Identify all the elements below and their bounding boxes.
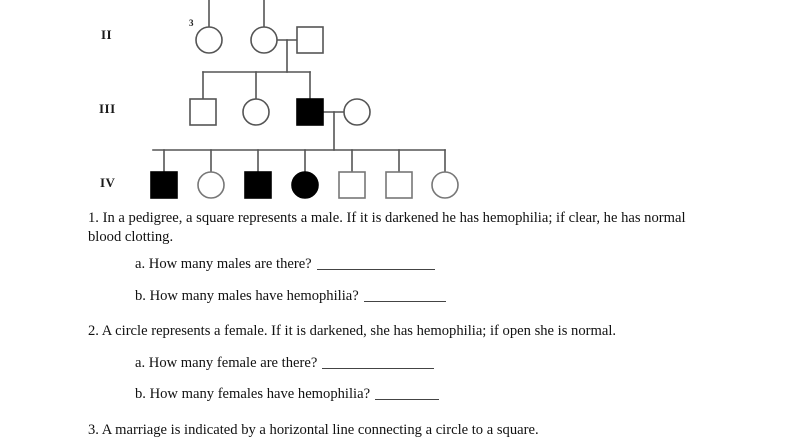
- generation-label-iv: IV: [100, 175, 116, 190]
- individual-iii-2-female-unaffected: [243, 99, 269, 125]
- question-2-stem: 2. A circle represents a female. If it is darkened, she has hemophilia; if open she is normal.: [88, 323, 617, 340]
- question-1a-answer-blank[interactable]: [317, 269, 435, 270]
- individual-iii-3-male-affected: [297, 99, 323, 125]
- individual-ii-2-female-unaffected: [251, 27, 277, 53]
- question-2a-answer-blank[interactable]: [322, 368, 434, 369]
- questions-section: [88, 209, 708, 439]
- individual-iv-4-female-affected: [292, 172, 318, 198]
- individual-iv-1-male-affected: [151, 172, 177, 198]
- question-1b: [88, 287, 708, 306]
- question-2b-answer-blank[interactable]: [375, 399, 439, 400]
- generation-label-iii: III: [99, 101, 116, 116]
- individual-iv-6-male-unaffected: [386, 172, 412, 198]
- question-1b-answer-blank[interactable]: [364, 301, 446, 302]
- pedigree-chart: [0, 0, 791, 208]
- individual-iv-3-male-affected: [245, 172, 271, 198]
- question-1b-text: b. How many males have hemophilia?: [135, 287, 359, 304]
- question-1a: [88, 255, 708, 274]
- individual-iv-2-female-unaffected: [198, 172, 224, 198]
- individual-iv-7-female-unaffected: [432, 172, 458, 198]
- question-2a-text: a. How many female are there?: [135, 354, 318, 371]
- individual-iii-4-female-unaffected: [344, 99, 370, 125]
- individual-ii-3-male-unaffected: [297, 27, 323, 53]
- question-2: [88, 322, 708, 404]
- question-1a-text: a. How many males are there?: [135, 256, 312, 273]
- individual-iv-5-male-unaffected: [339, 172, 365, 198]
- question-1-stem: 1. In a pedigree, a square represents a male. If it is darkened he has hemophilia; if clear, he has normal blood clotting.: [88, 210, 686, 245]
- question-1: [88, 209, 708, 305]
- individual-iii-1-male-unaffected: [190, 99, 216, 125]
- question-3: [88, 421, 708, 440]
- generation-ii-symbols: [196, 27, 323, 53]
- question-2a: [88, 354, 708, 373]
- question-2b: [88, 385, 708, 404]
- generation-label-ii: II: [101, 27, 113, 42]
- individual-ii-1-female-unaffected: [196, 27, 222, 53]
- individual-annotation-3: 3: [189, 18, 194, 28]
- question-2b-text: b. How many females have hemophilia?: [135, 386, 371, 403]
- generation-iv-symbols: [151, 172, 458, 198]
- pedigree-diagram: [0, 0, 791, 208]
- question-3-stem: 3. A marriage is indicated by a horizontal line connecting a circle to a square.: [88, 421, 539, 438]
